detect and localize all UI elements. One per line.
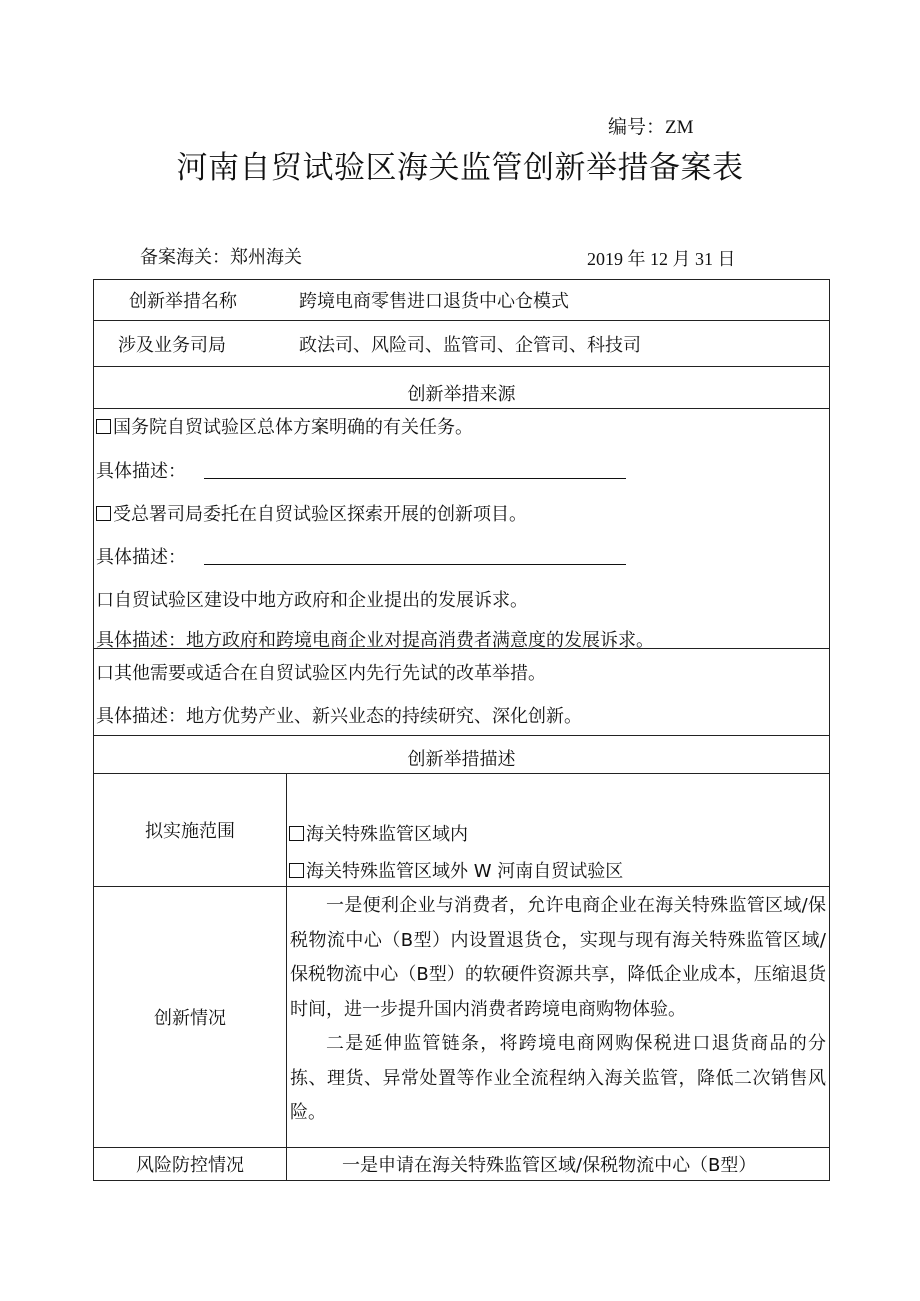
checkbox-unchecked-icon	[96, 506, 111, 521]
source-option-text: 其他需要或适合在自贸试验区内先行先试的改革举措。	[114, 663, 546, 684]
innovation-label: 创新情况	[94, 887, 287, 1147]
date-month-unit: 月	[672, 249, 691, 270]
source-option-4-description	[96, 702, 582, 728]
date-month: 12	[650, 249, 668, 269]
filing-date	[587, 245, 736, 271]
serial-number	[608, 112, 694, 139]
filing-customs: 备案海关：郑州海关	[140, 247, 302, 268]
scope-row	[94, 774, 829, 887]
serial-value: ZM	[665, 117, 694, 138]
checkbox-symbol: 口	[96, 663, 114, 684]
scope-option-text: 海关特殊监管区域内	[306, 824, 468, 845]
date-day: 31	[695, 249, 713, 269]
innovation-row	[94, 887, 829, 1148]
source-option-2	[96, 500, 527, 526]
risk-label: 风险防控情况	[94, 1148, 287, 1180]
description-header: 创新举措描述	[407, 749, 516, 770]
filing-form-table	[93, 279, 830, 1181]
description-label: 具体描述：	[96, 706, 186, 727]
source-option-1	[96, 413, 473, 439]
scope-label: 拟实施范围	[94, 774, 287, 886]
source-option-4-block	[94, 649, 829, 736]
innovation-values	[287, 887, 829, 1147]
innovation-text	[290, 889, 826, 1131]
page-title: 河南自贸试验区海关监管创新举措备案表	[176, 150, 744, 186]
innovation-paragraph-2: 二是延伸监管链条，将跨境电商网购保税进口退货商品的分拣、理货、异常处置等作业全流程纳入海关监管，降低二次销售风险。	[290, 1033, 826, 1123]
source-option-text: 自贸试验区建设中地方政府和企业提出的发展诉求。	[114, 590, 528, 611]
risk-text: 一是申请在海关特殊监管区域/保税物流中心（B型）	[342, 1155, 757, 1176]
description-value: 地方优势产业、新兴业态的持续研究、深化创新。	[186, 706, 582, 727]
checkbox-symbol: 口	[96, 590, 114, 611]
source-header-row	[94, 367, 829, 409]
date-year: 2019	[587, 249, 623, 269]
departments-row	[94, 321, 829, 367]
measure-name-row	[94, 280, 829, 321]
checkbox-unchecked-icon	[96, 419, 111, 434]
source-option-4	[96, 659, 546, 685]
source-header: 创新举措来源	[407, 384, 516, 405]
description-label: 具体描述：	[96, 547, 186, 568]
scope-values	[287, 774, 829, 886]
departments-label: 涉及业务司局	[118, 334, 226, 356]
description-label: 具体描述：	[96, 630, 186, 651]
checkbox-unchecked-icon	[289, 826, 304, 841]
date-day-unit: 日	[717, 249, 736, 270]
source-option-3	[96, 586, 528, 612]
source-option-1-description	[96, 457, 626, 483]
source-options-block	[94, 409, 829, 649]
description-blank-line	[204, 464, 626, 479]
description-label: 具体描述：	[96, 461, 186, 482]
risk-row	[94, 1148, 829, 1180]
description-value: 地方政府和跨境电商企业对提高消费者满意度的发展诉求。	[186, 630, 654, 651]
date-year-unit: 年	[627, 249, 646, 270]
checkbox-unchecked-icon	[289, 863, 304, 878]
risk-values	[287, 1148, 829, 1180]
source-option-text: 受总署司局委托在自贸试验区探索开展的创新项目。	[113, 504, 527, 525]
measure-name-label: 创新举措名称	[129, 291, 237, 312]
serial-label: 编号：	[608, 116, 666, 138]
innovation-paragraph-1: 一是便利企业与消费者，允许电商企业在海关特殊监管区域/保税物流中心（B型）内设置退货仓，实现与现有海关特殊监管区域/保税物流中心（B型）的软硬件资源共享，降低企业成本，压缩退货时间，进一步提升国内消费者跨境电商购物体验。	[290, 895, 826, 1020]
scope-option-1	[289, 820, 468, 846]
source-option-text: 国务院自贸试验区总体方案明确的有关任务。	[113, 417, 473, 438]
description-blank-line	[204, 550, 626, 565]
description-header-row	[94, 736, 829, 774]
source-option-2-description	[96, 543, 626, 569]
scope-option-text: 海关特殊监管区域外 W 河南自贸试验区	[306, 861, 624, 882]
departments-value: 政法司、风险司、监管司、企管司、科技司	[299, 334, 641, 356]
scope-option-2	[289, 857, 623, 883]
measure-name-value: 跨境电商零售进口退货中心仓模式	[299, 291, 569, 312]
